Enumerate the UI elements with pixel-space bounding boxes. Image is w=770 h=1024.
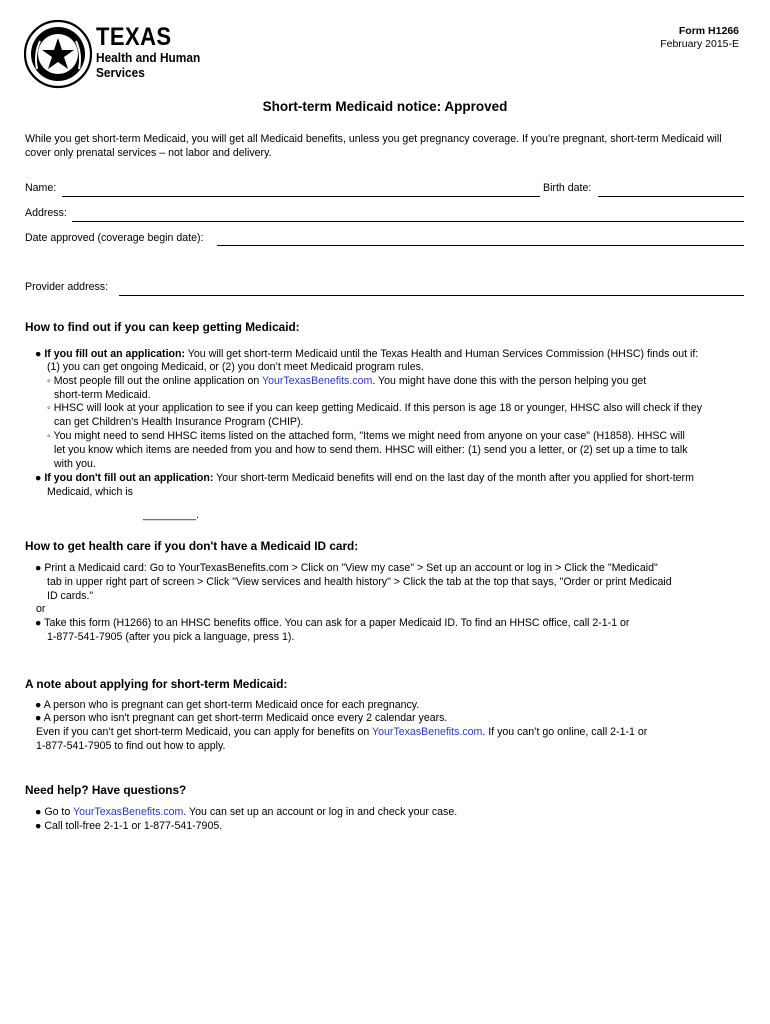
bullet-go-to-site: ● Go to YourTexasBenefits.com. You can set up an account or log in and check your case. (35, 806, 458, 818)
section-health-care-heading: How to get health care if you don't have a Medicaid ID card: (25, 539, 359, 553)
section-applying-heading: A note about applying for short-term Medicaid: (25, 677, 288, 691)
sub-bullet-hhsc-review-cont: can get Children’s Health Insurance Program (CHIP). (54, 416, 304, 428)
hhs-logo (24, 17, 224, 91)
bullet-no-application-cont: Medicaid, which is (47, 486, 133, 498)
bullet-pregnant: ● A person who is pregnant can get short-term Medicaid once for each pregnancy. (35, 699, 420, 711)
address-field[interactable] (72, 221, 744, 222)
sub-bullet-online-cont: short-term Medicaid. (54, 389, 151, 401)
date-approved-field[interactable] (217, 245, 744, 246)
form-id-block (660, 25, 739, 51)
logo-line3: Services (96, 65, 145, 80)
bullet-take-form-cont: 1-877-541-7905 (after you pick a language, press 1). (47, 631, 295, 643)
yourtexasbenefits-link[interactable]: YourTexasBenefits.com (73, 806, 184, 818)
logo-texas: TEXAS (96, 23, 172, 51)
yourtexasbenefits-link[interactable]: YourTexasBenefits.com (372, 726, 483, 738)
form-number: Form H1266 (678, 25, 739, 37)
bullet-call: ● Call toll-free 2-1-1 or 1-877-541-7905. (35, 820, 223, 832)
birth-date-label: Birth date: (543, 182, 592, 194)
section-keep-medicaid-heading: How to find out if you can keep getting Medicaid: (25, 320, 300, 334)
bullet-fill-application-cont: (1) you can get ongoing Medicaid, or (2) you don’t meet Medicaid program rules. (47, 361, 424, 373)
end-date-blank[interactable]: _________. (143, 509, 199, 521)
provider-address-label: Provider address: (25, 281, 109, 293)
texas-seal-icon (24, 17, 92, 91)
date-approved-label: Date approved (coverage begin date): (25, 232, 204, 244)
bullet-not-pregnant: ● A person who isn't pregnant can get short-term Medicaid once every 2 calendar years. (35, 712, 448, 724)
sub-bullet-send-items-cont: let you know which items are needed from you and how to send them. HHSC will either: (1) send you a letter, or (2) set up a time to talk (54, 444, 688, 456)
sub-bullet-online: ◦ Most people fill out the online application on YourTexasBenefits.com. You might have done this with the person helping you get (47, 375, 647, 387)
yourtexasbenefits-link[interactable]: YourTexasBenefits.com (262, 375, 373, 387)
provider-address-field[interactable] (119, 295, 744, 296)
bullet-take-form: ● Take this form (H1266) to an HHSC benefits office. You can ask for a paper Medicaid ID. To find an HHSC office, call 2-1-1 or (35, 617, 630, 629)
birth-date-field[interactable] (598, 196, 744, 197)
sub-bullet-send-items: ◦ You might need to send HHSC items listed on the attached form, "Items we might need from anyone on your case" (H1858). HHSC will (47, 430, 685, 442)
bullet-fill-application: ● If you fill out an application: You will get short-term Medicaid until the Texas Health and Human Services Commission (HHSC) finds out if: (35, 348, 699, 360)
section-help-heading: Need help? Have questions? (25, 783, 187, 797)
bullet-no-application: ● If you don't fill out an application: Your short-term Medicaid benefits will end on the last day of the month after you applied for short-term (35, 472, 694, 484)
logo-line2: Health and Human (96, 50, 201, 65)
name-field[interactable] (62, 196, 540, 197)
address-label: Address: (25, 207, 67, 219)
apply-benefits-text-cont: 1-877-541-7905 to find out how to apply. (36, 740, 226, 752)
sub-bullet-send-items-cont2: with you. (54, 458, 96, 470)
sub-bullet-hhsc-review: ◦ HHSC will look at your application to see if you can keep getting Medicaid. If this person is age 18 or younger, HHSC also will check if they (47, 402, 703, 414)
bullet-print-card: ● Print a Medicaid card: Go to YourTexasBenefits.com > Click on "View my case" > Set up an account or log in > Click the "Medicaid" (35, 562, 658, 574)
intro-text: While you get short-term Medicaid, you will get all Medicaid benefits, unless you get pregnancy coverage. If you’re pregnant, short-term Medicaid will cover only prenatal services – not labor and delivery. (25, 133, 722, 159)
page-title: Short-term Medicaid notice: Approved (262, 99, 508, 114)
name-label: Name: (25, 182, 57, 194)
bullet-print-card-cont2: ID cards." (47, 590, 94, 602)
or-separator: or (36, 603, 46, 615)
form-date: February 2015-E (660, 38, 739, 50)
bullet-print-card-cont: tab in upper right part of screen > Click "View services and health history" > Click the tab at the top that says, "Order or print Medicaid (47, 576, 672, 588)
apply-benefits-text: Even if you can’t get short-term Medicaid, you can apply for benefits on YourTexasBenefits.com. If you can’t go online, call 2-1-1 or (36, 726, 648, 738)
